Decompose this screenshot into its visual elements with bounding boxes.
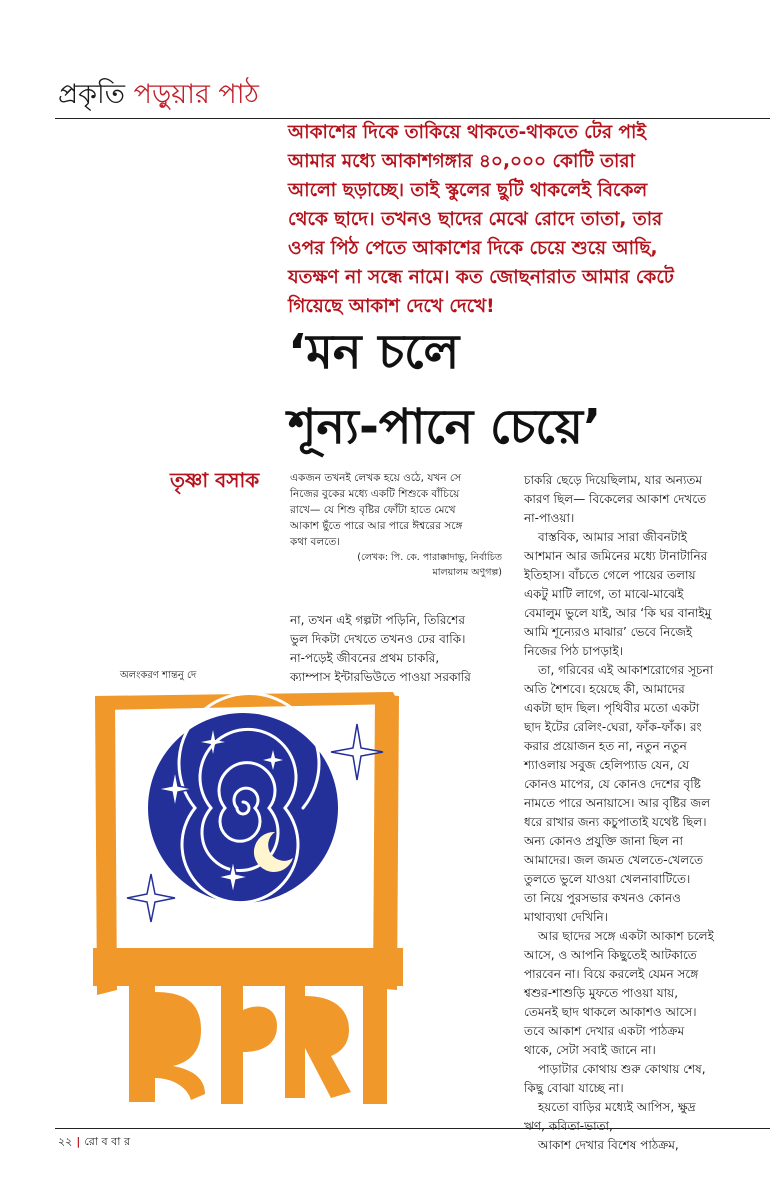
intro-line: আলো ছড়াচ্ছে। তাই স্কুলের ছুটি থাকলেই বিকেল [288,180,648,201]
body-line: তা নিয়ে পুরসভার কখনও কোনও [524,891,681,905]
body-line: তুলতে ভুলে যাওয়া খেলনাবাটিতে। [524,872,691,886]
letter-stroke [305,996,351,1098]
frame-right [373,694,399,990]
intro-paragraph [288,118,728,321]
bottom-rule [55,1128,770,1129]
body-line: পাড়াটার কোথায় শুরু কোথায় শেষ, [538,1062,706,1076]
body-line: মাথাব্যথা দেখিনি। [524,910,608,924]
letter-stroke [363,980,387,1104]
body-line: একটু মাটি লাগে, তা মাঝে-মাঝেই [524,587,684,601]
body-line: পারবেন না। বিয়ে করলেই যেমন সঙ্গে [524,967,699,981]
headline-line-2: শূন্য-পানে চেয়ে’ [288,399,602,455]
byom-lettering [93,948,403,1104]
letter-stroke [243,1007,277,1052]
body-line: শ্যাওলায় সবুজ হেলিপ্যাড যেন, যে [524,758,690,772]
star-icon [127,874,175,922]
body-line: ক্যাম্পাস ইন্টারভিউতে পাওয়া সরকারি [290,670,471,684]
letter-stroke [129,980,155,1102]
body-line: অতি শৈশবে। হয়েছে কী, আমাদের [524,682,685,696]
body-line: হয়তো বাড়ির মধ্যেই আপিস, ক্ষুদ্র [538,1100,696,1114]
letter-stroke [155,992,205,1100]
body-line: আমাদের। জল জমত খেলতে-খেলতে [524,853,704,867]
section-title-part2: পড়ুয়ার পাঠ [133,79,259,110]
illustration [93,690,403,1120]
body-line: কোনও মাপের, যে কোনও দেশের বৃষ্টি [524,777,701,791]
quote-line: কথা বলতে। [290,536,341,548]
quote-line: একজন তখনই লেখক হয়ে ওঠে, যখন সে [290,472,462,484]
body-line: তবে আকাশ দেখার একটা পাঠক্রম [524,1024,685,1038]
body-column-2 [290,611,510,687]
body-column-3 [524,471,756,1155]
body-line: না-পড়েই জীবনের প্রথম চাকরি, [290,651,440,665]
illustration-credit: অলংকরণ শান্তনু দে [120,670,197,681]
body-line: করার প্রয়োজন হত না, নতুন নতুন [524,739,687,753]
section-title-part1: প্রকৃতি [58,79,126,110]
intro-line: থেকে ছাদে। তখনও ছাদের মেঝে রোদে তাতা, তার [288,209,663,230]
intro-line: গিয়েছে আকাশ দেখে দেখে! [288,296,495,317]
body-line: নামতে পারে অনায়াসে। আর বৃষ্টির জল [524,796,711,810]
magazine-name: রো ব বা র [84,1135,131,1148]
footer-separator: | [76,1135,81,1148]
headline-line-1: ‘মন চলে [288,324,460,380]
quote-line: রাখে— যে শিশু বৃষ্টির ফোঁটা হাতে মেখে [290,504,456,516]
body-line: বেমালুম ভুলে যাই, আর ‘কি ঘর বানাইমু [524,606,712,620]
body-line: না-পাওয়া। [524,511,575,525]
intro-line: আমার মধ্যে আকাশগঙ্গার ৪০,০০০ কোটি তারা [288,151,635,172]
body-line: ছাদ ইটের রেলিং-ঘেরা, ফাঁক-ফাঁক। রং [524,720,702,734]
body-line: কারণ ছিল— বিকেলের আকাশ দেখতে [524,492,707,506]
body-line: না, তখন এই গল্পটা পড়িনি, তিরিশের [290,613,465,627]
quote-line: আকাশ ছুঁতে পারে আর পারে ঈশ্বরের সঙ্গে [290,520,463,532]
intro-line: আকাশের দিকে তাকিয়ে থাকতে-থাকতে টের পাই [288,122,647,143]
headline [288,315,758,465]
body-line: কিছু বোঝা যাচ্ছে না। [524,1081,624,1095]
body-line: আসে, ও আপনি কিছুতেই আটকাতে [524,948,697,962]
body-line: চাকরি ছেড়ে দিয়েছিলাম, যার অন্যতম [524,473,703,487]
section-title [58,78,259,112]
epigraph-quote [290,470,502,580]
body-line: আকাশ দেখার বিশেষ পাঠক্রম, [538,1138,679,1152]
letter-stroke [221,980,243,1104]
body-line: আর ছাদের সঙ্গে একটা আকাশ চলেই [538,929,714,943]
body-line: তা, গরিবের এই আকাশরোগের সূচনা [538,663,714,677]
body-line: ইতিহাস। বাঁচতে গেলে পায়ের তলায় [524,568,696,582]
intro-line: যতক্ষণ না সন্ধে নামে। কত জোছনারাত আমার কেটে [288,267,674,288]
letter-stroke [285,980,305,1098]
body-line: ধরে রাখার জন্য কচুপাতাই যথেষ্ট ছিল। [524,815,707,829]
body-line: ভুল দিকটা দেখতে তখনও ঢের বাকি। [290,632,466,646]
body-line: একটা ছাদ ছিল। পৃথিবীর মতো একটা [524,701,700,715]
page-footer [58,1133,130,1152]
body-line: অন্য কোনও প্রযুক্তি জানা ছিল না [524,834,683,848]
night-sky [148,713,338,903]
quote-attribution: মালয়ালম অণুগল্প) [432,567,502,578]
body-line: ঋণ, কবিতা-ভাতা, [524,1119,613,1133]
quote-line: নিজের বুকের মধ্যে একটি শিশুকে বাঁচিয়ে [290,488,460,500]
body-line: শ্বশুর-শাশুড়ি মুফতে পাওয়া যায়, [524,986,679,1000]
body-line: আশমান আর জমিনের মধ্যে টানাটানির [524,549,708,563]
body-line: আমি শূন্যেরও মাঝার’ ভেবে নিজেই [524,625,693,639]
body-line: তেমনই ছাদ থাকলে আকাশও আসে। [524,1005,697,1019]
page-number: ২২ [58,1135,73,1148]
body-line: থাকে, সেটা সবাই জানে না। [524,1043,656,1057]
body-line: নিজের পিঠ চাপড়াই। [524,644,624,658]
body-line: বাস্তবিক, আমার সারা জীবনটাই [538,530,688,544]
author-name: তৃষ্ণা বসাক [170,468,260,492]
quote-attribution: (লেখক: পি. কে. পারাক্কাদাভু, নির্বাচিত [357,552,502,563]
intro-line: ওপর পিঠ পেতে আকাশের দিকে চেয়ে শুয়ে আছি, [288,238,658,259]
